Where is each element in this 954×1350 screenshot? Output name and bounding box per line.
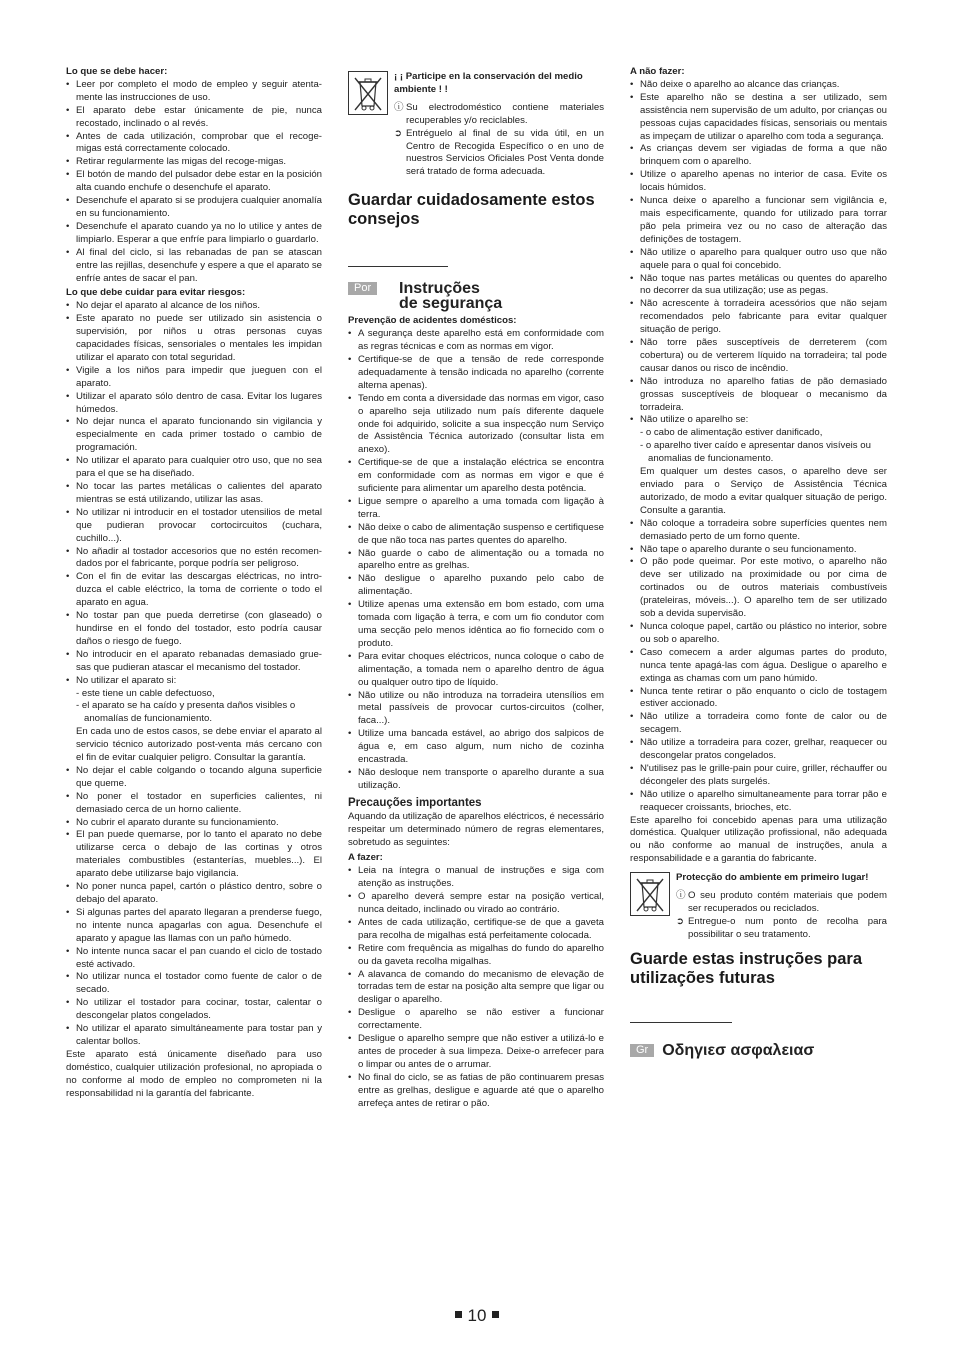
language-tag: Por bbox=[348, 282, 377, 295]
es-risk-list bbox=[66, 300, 322, 687]
list-item: • Não torre pães susceptíveis de derreterem (com cobertura) ou de verterem líquido na torradeira; tal pode causar danos ou risco de incêndio. bbox=[630, 337, 887, 376]
square-bullet-icon bbox=[492, 1311, 499, 1318]
es-risk-note: En cada uno de estos casos, se debe enviar el aparato al servicio técnico autorizado post-venta más cercano con el fin de evitar cualquier peligro. Consultar la garantía. bbox=[76, 726, 322, 764]
es-do-list bbox=[66, 79, 322, 286]
list-item: • No poner el tostador en superficies calientes, ni demasiado cerca de un horno caliente. bbox=[66, 791, 322, 817]
column-spanish-1 bbox=[66, 66, 322, 1101]
list-item: • No añadir al tostador accesorios que no estén recomen-dados por el fabricante, porque podría ser peligroso. bbox=[66, 546, 322, 572]
pt-section-title-1: Instruções bbox=[399, 280, 480, 298]
pt-final-text: Este aparelho foi concebido apenas para uma utilização doméstica. Qualquer utilização profissional, não adequada ou não conforme ao manual de instruções, anula a responsabilidade e a garantia do fabricante. bbox=[630, 814, 887, 865]
sub-item: - o cabo de alimentação estiver danificado, bbox=[640, 427, 823, 439]
list-item: • Não desloque nem transporte o aparelho durante a sua utilização. bbox=[348, 767, 604, 793]
pt-prev-list bbox=[348, 328, 604, 793]
pt-dont-heading: A não fazer: bbox=[630, 66, 685, 77]
list-item: • No tocar las partes metálicas o calientes del aparato mientras se está utilizando, utilizar las asas. bbox=[66, 481, 322, 507]
list-item: • Não tape o aparelho durante o seu funcionamento. bbox=[630, 544, 887, 557]
list-item: • Desligue o aparelho sempre que não estiver a utilizá-lo e antes de proceder à sua limpeza. Deixe-o arrefecer para o limpar ou antes de o arrumar. bbox=[348, 1033, 604, 1072]
list-item: • Este aparelho não se destina a ser utilizado, sem assistência nem supervisão de um adulto, por crianças ou pessoas cujas capacidades físicas, sensoriais ou mentais as impeçam de utilizar o aparelho com toda a segurança. bbox=[630, 92, 887, 144]
eco-arrow bbox=[394, 128, 604, 180]
es-keep-heading: Guardar cuidadosamente estos consejos bbox=[348, 191, 595, 229]
list-item: • Ligue sempre o aparelho a uma tomada com ligação à terra. bbox=[348, 496, 604, 522]
list-item: • No utilizar el aparato para cualquier otro uso, que no sea para el que se ha diseñado. bbox=[66, 455, 322, 481]
list-item: • No utilizar ni introducir en el tostador utensilios de metal que pudieran provocar cortocircuitos (cuchara, cuchillo...). bbox=[66, 507, 322, 546]
list-item: • Caso comecem a arder algumas partes do produto, nunca tente apagá-las com água. Desligue o aparelho e extinga as chamas com um pano húmido. bbox=[630, 647, 887, 686]
es-do-heading: Lo que se debe hacer: bbox=[66, 66, 168, 77]
list-item: • Leer por completo el modo de empleo y seguir atenta-mente las instrucciones de uso. bbox=[66, 79, 322, 105]
list-item: • No cubrir el aparato durante su funcionamiento. bbox=[66, 817, 322, 830]
list-item: • No intente nunca sacar el pan cuando el ciclo de tostado esté activado. bbox=[66, 946, 322, 972]
pt-keep-heading: Guarde estas instruções para utilizações futuras bbox=[630, 949, 863, 987]
list-item: • Não utilize o aparelho se: bbox=[630, 414, 887, 427]
list-item: • Não coloque a torradeira sobre superfícies quentes nem demasiado perto de um forno quente. bbox=[630, 518, 887, 544]
eco-info bbox=[676, 890, 887, 916]
list-item: • Não utilize a torradeira como fonte de calor ou de secagem. bbox=[630, 711, 887, 737]
list-item: • No utilizar el aparato simultáneamente para tostar pan y calentar bollos. bbox=[66, 1023, 322, 1049]
list-item: • Para evitar choques eléctricos, nunca coloque o cabo de alimentação, a tomada nem o aparelho dentro de água ou qualquer outro tipo de líquido. bbox=[348, 651, 604, 690]
divider bbox=[630, 1022, 732, 1023]
list-item: • Desenchufe el aparato si se produjera cualquier anomalía en su funcionamiento. bbox=[66, 195, 322, 221]
es-risk-list-2 bbox=[66, 765, 322, 1049]
arrow-right-icon: ➲ bbox=[676, 915, 685, 927]
sub-item: - el aparato se ha caído y presenta daños visibles o anomalías de funcionamiento. bbox=[76, 700, 296, 725]
pt-dont-list bbox=[630, 79, 887, 427]
list-item: • Desligue o aparelho se não estiver a funcionar correctamente. bbox=[348, 1007, 604, 1033]
list-item: • Não utilize ou não introduza na torradeira utensílios em metal passíveis de provocar curtos-circuitos (colher, faca...). bbox=[348, 690, 604, 729]
list-item: • Antes de cada utilización, comprobar que el recoge-migas está correctamente colocado. bbox=[66, 131, 322, 157]
list-item: • Tendo em conta a diversidade das normas em vigor, caso o aparelho seja utilizado num país diferente daquele onde foi adquirido, solicite a sua inspecção num Serviço de Assistência Técnica autorizado (consultar lista em anexo). bbox=[348, 393, 604, 458]
list-item: • Utilize o aparelho apenas no interior de casa. Evite os locais húmidos. bbox=[630, 169, 887, 195]
es-risk-sublist bbox=[66, 688, 322, 727]
list-item: • Nunca coloque papel, cartão ou plástico no interior, sobre ou sob o aparelho. bbox=[630, 621, 887, 647]
pt-dont-sublist bbox=[630, 427, 887, 466]
list-item: • No dejar el cable colgando o tocando alguna superficie que queme. bbox=[66, 765, 322, 791]
column-3 bbox=[630, 66, 887, 1060]
eco-info-text: O seu produto contém materiais que podem ser recuperados ou reciclados. bbox=[688, 890, 887, 914]
eco-text bbox=[676, 872, 887, 942]
list-item: • Não desligue o aparelho puxando pelo cabo de alimentação. bbox=[348, 573, 604, 599]
es-final-text: Este aparato está únicamente diseñado para uso doméstico, cualquier utilización profesional, no apropiada o no conforme al modo de empleo no comprometen ni la responsabilidad ni la garantía del fabricante. bbox=[66, 1048, 322, 1099]
pt-prev-heading: Prevenção de acidentes domésticos: bbox=[348, 315, 517, 327]
pt-prec-heading: Precauções importantes bbox=[348, 796, 482, 809]
list-item: • Certifique-se de que a instalação eléctrica se encontra em conformidade com as normas em vigor e que é suficiente para alimentar um aparelho desta potência. bbox=[348, 457, 604, 496]
list-item: • Não deixe o cabo de alimentação suspenso e certifiquese de que não toca nas partes quentes do aparelho. bbox=[348, 522, 604, 548]
list-item: • Utilize apenas uma extensão em bom estado, com uma tomada com ligação à terra, e com um fio condutor com uma secção pelo menos idêntica ao fio fornecido com o produto. bbox=[348, 599, 604, 651]
list-item: • El aparato debe estar únicamente de pie, nunca recostado, inclinado o al revés. bbox=[66, 105, 322, 131]
eco-text bbox=[394, 71, 604, 179]
list-item: • A alavanca de comando do mecanismo de elevação de torradas tem de estar na posição alta sempre que ligar ou desligar o aparelho. bbox=[348, 969, 604, 1008]
page-number bbox=[0, 1306, 954, 1326]
sub-item: - o aparelho tiver caído e apresentar danos visíveis ou anomalias de funcionamento. bbox=[640, 440, 871, 465]
list-item: • No tostar pan que pueda derretirse (con glaseado) o hundirse en el fondo del tostador, esto podría causar daños o riesgo de fuego. bbox=[66, 610, 322, 649]
crossed-bin-icon bbox=[630, 872, 670, 916]
eco-info-text: Su electrodoméstico contiene materiales recuperables y/o reciclables. bbox=[406, 101, 604, 126]
list-item: • El pan puede quemarse, por lo tanto el aparato no debe utilizarse cerca o debajo de las cortinas y otros materiales combustibles (estanterías, muebles...). El aparato debe utilizarse bajo vigilancia. bbox=[66, 829, 322, 881]
list-item: • Utilize uma bancada estável, ao abrigo dos salpicos de água e, em caso algum, num nicho de cozinha encastrada. bbox=[348, 728, 604, 767]
pt-do-list bbox=[348, 865, 604, 1110]
list-item: • Não utilize a torradeira para cozer, grelhar, reaquecer ou descongelar pratos congelados. bbox=[630, 737, 887, 763]
list-item: • As crianças devem ser vigiadas de forma a que não brinquem com o aparelho. bbox=[630, 143, 887, 169]
list-item: • Não acrescente à torradeira acessórios que não sejam recomendados pelo fabricante para evitar qualquer situação de perigo. bbox=[630, 298, 887, 337]
list-item: • Al final del ciclo, si las rebanadas de pan se atascan entre las rejillas, desenchufe y espere a que el aparato se enfríe antes de sacar el pan. bbox=[66, 247, 322, 286]
list-item: • Não deixe o aparelho ao alcance das crianças. bbox=[630, 79, 887, 92]
list-item: • O aparelho deverá sempre estar na posição vertical, nunca deitado, inclinado ou virado ao contrário. bbox=[348, 891, 604, 917]
pt-do-heading: A fazer: bbox=[348, 852, 383, 864]
language-tag: Gr bbox=[630, 1044, 654, 1057]
list-item: • No dejar nunca el aparato funcionando sin vigilancia y especialmente en cada primer tostado o cambio de programación. bbox=[66, 416, 322, 455]
eco-info bbox=[394, 102, 604, 128]
list-item: • Utilizar el aparato sólo dentro de casa. Evitar los lugares húmedos. bbox=[66, 391, 322, 417]
es-risk-heading: Lo que debe cuidar para evitar riesgos: bbox=[66, 287, 246, 299]
list-item: • N'utilisez pas le grille-pain pour cuire, griller, réchauffer ou décongeler des plats surgelés. bbox=[630, 763, 887, 789]
pt-section-title-2: de segurança bbox=[399, 295, 503, 313]
list-item: • El botón de mando del pulsador debe estar en la posición alta cuando enchufe o desenchufe el aparato. bbox=[66, 169, 322, 195]
crossed-bin-icon bbox=[348, 71, 388, 115]
list-item: • Não toque nas partes metálicas ou quentes do aparelho no decorrer da sua utilização; use as pegas. bbox=[630, 273, 887, 299]
sub-item: - este tiene un cable defectuoso, bbox=[76, 687, 215, 699]
pt-dont-list-2 bbox=[630, 518, 887, 815]
gr-section-title: Οδηγιεσ ασφαλειασ bbox=[662, 1041, 815, 1059]
list-item: • Si algunas partes del aparato llegaran a prenderse fuego, no intente nunca apagarlas con agua. Desenchufe el aparato y apague las llamas con un paño húmedo. bbox=[66, 907, 322, 946]
list-item: • Retire com frequência as migalhas do fundo do aparelho ou da gaveta recolha migalhas. bbox=[348, 943, 604, 969]
list-item: • Nunca tente retirar o pão enquanto o ciclo de tostagem estiver accionado. bbox=[630, 686, 887, 712]
es-eco-box bbox=[348, 71, 604, 179]
list-item: • Não guarde o cabo de alimentação ou a tomada no aparelho entre as grelhas. bbox=[348, 548, 604, 574]
list-item: • Este aparato no puede ser utilizado sin asistencia o supervisión, por niños u otras personas cuyas capacidades físicas, sensoriales o mentales les impidan utilizar el aparato con total seguridad. bbox=[66, 313, 322, 365]
pt-eco-box bbox=[630, 872, 887, 942]
info-icon: ⓘ bbox=[394, 101, 404, 113]
column-2 bbox=[348, 66, 604, 1111]
list-item: • Não utilize o aparelho para qualquer outro uso que não aquele para o qual foi concebido. bbox=[630, 247, 887, 273]
pt-section-header bbox=[348, 281, 604, 311]
list-item: • No utilizar el aparato si: bbox=[66, 675, 322, 688]
pt-prec-text: Aquando da utilização de aparelhos eléctricos, é necessário respeitar um determinado número de regras elementares, sobretudo as seguintes: bbox=[348, 810, 604, 848]
square-bullet-icon bbox=[455, 1311, 462, 1318]
list-item: • Certifique-se de que a tensão de rede corresponde adequadamente à tensão indicada no aparelho (corrente alterna apenas). bbox=[348, 354, 604, 393]
page-number-text: 10 bbox=[467, 1306, 487, 1325]
list-item: • No dejar el aparato al alcance de los niños. bbox=[66, 300, 322, 313]
list-item: • No utilizar nunca el tostador como fuente de calor o de secado. bbox=[66, 971, 322, 997]
eco-title: Protecção do ambiente em primeiro lugar! bbox=[676, 872, 869, 884]
list-item: • No introducir en el aparato rebanadas demasiado grue-sas que pudieran atascar el mecanismo del tostador. bbox=[66, 649, 322, 675]
eco-arrow bbox=[676, 916, 887, 942]
list-item: • Vigile a los niños para impedir que jueguen con el aparato. bbox=[66, 365, 322, 391]
list-item: • Não introduza no aparelho fatias de pão demasiado grossas susceptíveis de bloquear o mecanismo da torradeira. bbox=[630, 376, 887, 415]
list-item: • Não utilize o aparelho simultaneamente para torrar pão e reaquecer croissants, brioches, etc. bbox=[630, 789, 887, 815]
divider bbox=[348, 266, 448, 267]
gr-section-header bbox=[630, 1043, 887, 1060]
info-icon: ⓘ bbox=[676, 890, 686, 902]
eco-title: ¡ ¡ Participe en la conservación del medio ambiente ! ! bbox=[394, 71, 583, 95]
list-item: • Retirar regularmente las migas del recoge-migas. bbox=[66, 156, 322, 169]
list-item: • No final do ciclo, se as fatias de pão continuarem presas entre as grelhas, desligue e aguarde até que o aparelho arrefeça antes de retirar o pão. bbox=[348, 1072, 604, 1111]
eco-arrow-text: Entréguelo al final de su vida útil, en un Centro de Recogida Específico o en uno de nuestros Servicios Oficiales Post Venta donde será tratado de forma adecuada. bbox=[406, 127, 604, 178]
list-item: • No utilizar el tostador para cocinar, tostar, calentar o descongelar platos congelados. bbox=[66, 997, 322, 1023]
list-item: • Leia na íntegra o manual de instruções e siga com atenção as instruções. bbox=[348, 865, 604, 891]
list-item: • O pão pode queimar. Por este motivo, o aparelho não deve ser utilizado na proximidade ou por cima de cortinados ou de outros materiais combustíveis (prateleiras, móveis...). O aparelho tem de ser utilizado sob a devida supervisão. bbox=[630, 556, 887, 621]
list-item: • Antes de cada utilização, certifique-se de que a gaveta para recolha de migalhas está perfeitamente colocada. bbox=[348, 917, 604, 943]
eco-arrow-text: Entregue-o num ponto de recolha para possibilitar o seu tratamento. bbox=[688, 915, 887, 940]
list-item: • Con el fin de evitar las descargas eléctricas, no intro-duzca el cable eléctrico, la toma de corriente o todo el aparato en agua. bbox=[66, 571, 322, 610]
arrow-right-icon: ➲ bbox=[394, 127, 403, 139]
list-item: • A segurança deste aparelho está em conformidade com as regras técnicas e com as normas em vigor. bbox=[348, 328, 604, 354]
pt-dont-note: Em qualquer um destes casos, o aparelho deve ser enviado para o Serviço de Assistência Técnica autorizado, de modo a evitar qualquer situação de perigo. Consulte a garantia. bbox=[640, 466, 887, 516]
list-item: • Nunca deixe o aparelho a funcionar sem vigilância e, mais especificamente, quando for utilizado para torrar pão pela primeira vez ou no caso de alteração das definições de tostagem. bbox=[630, 195, 887, 247]
list-item: • No poner nunca papel, cartón o plástico dentro, sobre o debajo del aparato. bbox=[66, 881, 322, 907]
list-item: • Desenchufe el aparato cuando ya no lo utilice y antes de limpiarlo. Esperar a que enfríe para limpiarlo o guardarlo. bbox=[66, 221, 322, 247]
